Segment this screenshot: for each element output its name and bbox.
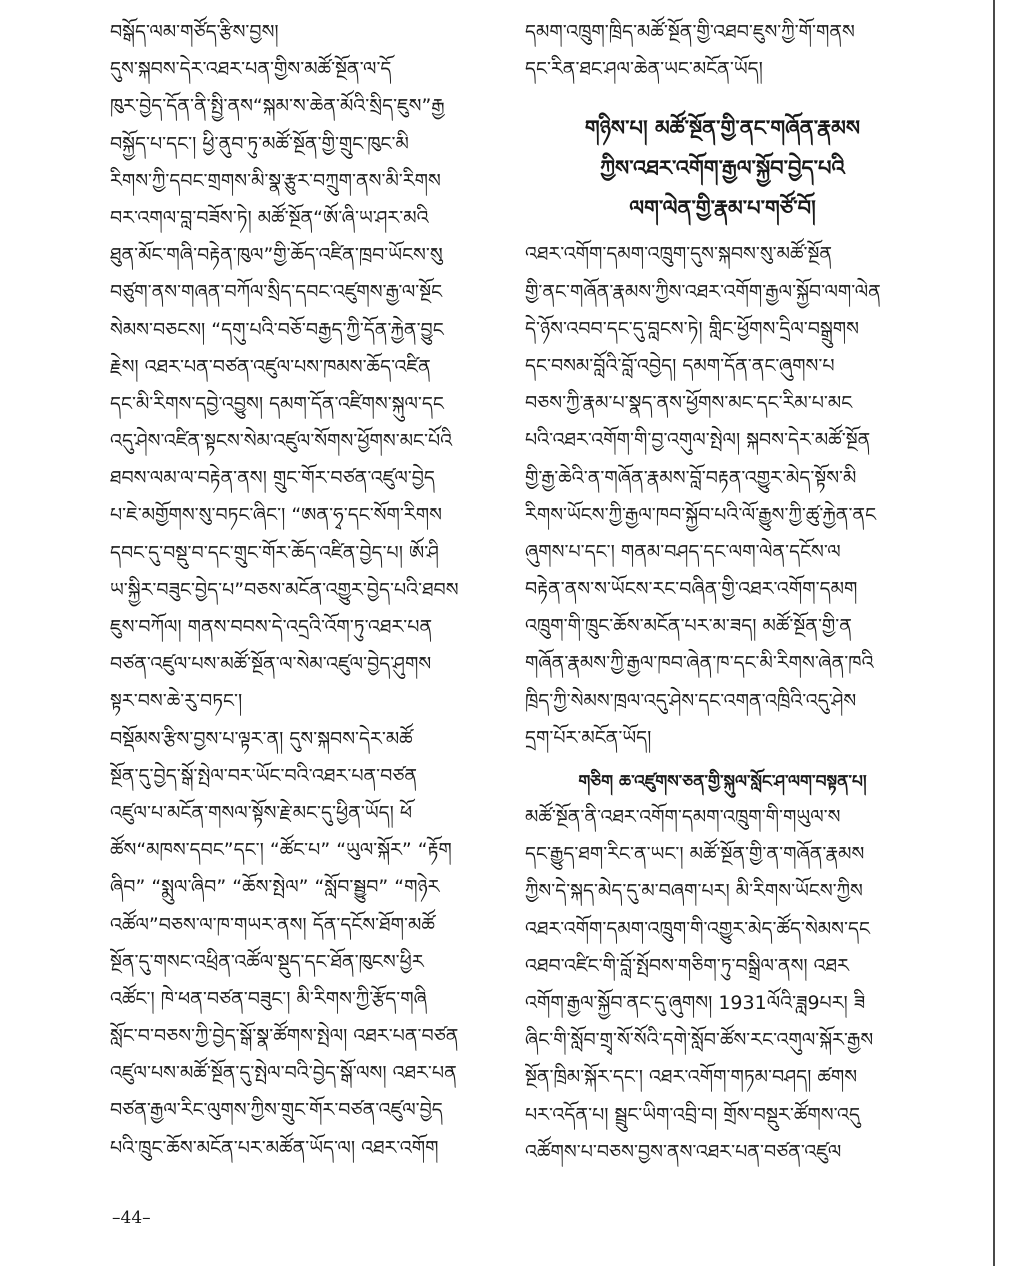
text-line: དབང་དུ་བསྡུ་བ་དང་གྲུང་གོར་ཆོད་འཛིན་བྱེད་པ། ཨོ་ཤི: [110, 541, 439, 564]
text-line: འཚོགས་པ་བཅས་བྱས་ནས་འཐར་པན་བཙན་འཛུལ: [525, 1140, 842, 1163]
text-line: དམག་འཁྲུག་ཁྲིད་མཚོ་སྔོན་གྱི་འཐབ་ཇུས་ཀྱི་གོ་གནས: [525, 21, 855, 43]
text-line: ཞིབ” “སྨུལ་ཞིབ” “ཆོས་སྤེལ” “སློབ་སྦྱུབ” “གཉེར: [110, 876, 440, 899]
right-column: [525, 14, 920, 1171]
heading-line: གཉིས་པ། མཚོ་སྔོན་གྱི་ནང་གཞོན་རྣམས: [584, 116, 861, 141]
text-line: ཞིང་གི་སློབ་གྲྭ་སོ་སོའི་དགེ་སློབ་ཚོས་རང་འགུལ་སྐོར་རྒྱས: [525, 1029, 874, 1052]
text-line: འཛུལ་པས་མཚོ་སྔོན་དུ་སྤེལ་བའི་བྱེད་སྒོ་ལས། འཐར་པན: [110, 1062, 457, 1085]
right-intro-text: [525, 14, 920, 88]
text-line: ཚོས“མཁས་དབང”དང་། “ཚོང་པ” “ཡུལ་སྐོར” “རྟོག: [110, 839, 452, 862]
text-line: བརྟེན་ནས་ས་ཡོངས་རང་བཞིན་གྱི་འཐར་འགོག་དམག: [525, 578, 858, 601]
text-line: བསྒོད་ལམ་གཙོད་རྩིས་བྱས།: [110, 21, 279, 43]
page-number: –44–: [112, 1208, 151, 1228]
text-line: དང་བསམ་བློའི་བློ་འབྱེད། དམག་དོན་ནང་ཞུགས་པ: [525, 354, 835, 377]
text-line: རྗེས། འཐར་པན་བཙན་འཛུལ་པས་ཁམས་ཆོད་འཛིན: [110, 355, 431, 378]
heading-line: ཀྱིས་འཐར་འགོག་རྒྱལ་སྐྱོབ་བྱེད་པའི: [600, 156, 845, 181]
text-line: དང་མི་རིགས་དབྱེ་འབྱུས། དམག་དོན་འཛིགས་སྐུལ་དང: [110, 392, 444, 415]
right-sub-body-text: [525, 799, 920, 1171]
right-body-text: [525, 236, 920, 757]
text-line: འཐབ་འཛིང་གི་བློ་སྤོབས་གཅིག་ཏུ་བསྒྲིལ་ནས། འཐར: [525, 954, 849, 977]
text-line: ཞུགས་པ་དང་། གནམ་བཤད་དང་ལག་ལེན་དངོས་ལ: [525, 540, 841, 563]
page-right-border: [993, 0, 995, 1266]
text-line: རིགས་ཀྱི་དབང་གྲགས་མི་སྣ་རྩུར་བཀྲུག་ནས་མི་རིགས: [110, 169, 441, 192]
text-line: འཛུལ་པ་མངོན་གསལ་སྟོས་རྗེ་མང་དུ་ཕྱིན་ཡོད། ཕོ: [110, 801, 413, 824]
text-line: བསྐྱོད་པ་དང་། ཕྱི་ནུབ་ཏུ་མཚོ་སྔོན་གྱི་གྲུང་ཁུང་མི: [110, 132, 409, 155]
text-line: བསྡོམས་རྩིས་བྱས་པ་ལྟར་ན། དུས་སྐབས་དེར་མཚོ: [110, 727, 413, 750]
text-line: ཐབས་ལམ་ལ་བརྟེན་ནས། གྲུང་གོར་བཙན་འཛུལ་བྱེད: [110, 467, 435, 490]
text-line: འཐར་འགོག་དམག་འཁྲུག་དུས་སྐབས་སུ་མཚོ་སྔོན: [525, 243, 833, 266]
text-line: འཐར་འགོག་དམག་འཁྲུག་གི་འགྱུར་མེད་ཚོད་སེམས་དང: [525, 917, 870, 940]
text-line: སློང་བ་བཅས་ཀྱི་བྱེད་སྒོ་སྣ་ཚོགས་སྤེལ། འཐར་པན་བཙན: [110, 1025, 459, 1048]
text-line: དྲག་པོར་མངོན་ཡོད།: [525, 726, 652, 749]
text-line: པར་འདོན་པ། སྦྲུང་ཡིག་འབྲི་བ། གྲོས་བསྡུར་ཚོགས་འདུ: [525, 1103, 861, 1126]
text-line: དང་རྒྱུད་ཐག་རིང་ན་ཡང་། མཚོ་སྔོན་གྱི་ན་གཞོན་རྣམས: [525, 843, 865, 866]
text-line: འཁྲུག་གི་ཁྲུང་ཆོས་མངོན་པར་མ་ཟད། མཚོ་སྔོན་གྱི་ན: [525, 615, 852, 638]
text-line: བར་འགལ་བླ་བཟོས་ཏེ། མཚོ་སྔོན“ཨོ་ཞི་ཡ་ཤར་མའི: [110, 206, 429, 229]
text-line: ཁུར་བྱེད་དོན་ནི་སྤྱི་ནས“སྐམ་ས་ཆེན་མོའི་སྲིད་ཇུས”རྒྱ: [110, 95, 445, 118]
text-line: ཀྱིས་དེ་སྐད་མེད་དུ་མ་བཞག་པར། མི་རིགས་ཡོངས་ཀྱིས: [525, 880, 863, 903]
text-line: བཙུག་ནས་གཞན་བཀོལ་སྲིད་དབང་འཛུགས་རྒྱ་ལ་སྔོང: [110, 281, 443, 304]
text-line: པའི་ཁྲུང་ཆོས་མངོན་པར་མཚོན་ཡོད་ལ། འཐར་འགོག: [110, 1136, 439, 1159]
text-line: ཐུན་མོང་གཞི་བརྟེན་ཁུལ”གྱི་ཆོད་འཛིན་ཁྲབ་ཡོངས་སུ: [110, 244, 443, 267]
text-line: བཙན་རྒྱལ་རིང་ལུགས་ཀྱིས་གྲུང་གོར་བཙན་འཛུལ་བྱེད: [110, 1099, 443, 1122]
text-line: པའི་འཐར་འགོག་གི་བྱ་འགུལ་སྤེལ། སྐབས་དེར་མཚོ་སྔོན: [525, 429, 871, 452]
heading-line: ལག་ལེན་གྱི་རྣམ་པ་གཙོ་བོ།: [629, 196, 816, 221]
left-column: [110, 14, 502, 1167]
section-heading: [525, 108, 920, 228]
text-line: མཚོ་སྔོན་ནི་འཐར་འགོག་དམག་འཁྲུག་གི་གཡུལ་ས: [525, 806, 841, 828]
text-line: བཙན་འཛུལ་པས་མཚོ་སྔོན་ལ་སེམ་འཛུལ་བྱེད་ཤུགས: [110, 653, 432, 676]
text-line: འཚོང་། ཁེ་ཕན་བཙན་བཟུང་། མི་རིགས་ཀྱི་རྩོད་གཞི: [110, 987, 427, 1010]
text-line: པ་ཇེ་མགྱོགས་སུ་བཏང་ཞིང་། “ཨན་ཧྭ་དང་སོག་རིགས: [110, 504, 442, 527]
subsection-heading: གཅིག ཆ་འཛུགས་ཅན་གྱི་སྐུལ་སློང་ཤ་ལག་བསྟན་པ།: [578, 772, 867, 792]
text-line: སེམས་བཅངས། “དགུ་པའི་བཅོ་བརྒྱད་ཀྱི་དོན་རྐྱེན་བྱུང: [110, 318, 444, 341]
text-line: གྱི་ནང་གཞོན་རྣམས་ཀྱིས་འཐར་འགོག་རྒྱལ་སྐྱོབ་ལག་ལེན: [525, 280, 881, 303]
text-line: དེ་ཉོས་འབབ་དང་དུ་བླངས་ཏེ། གླིང་ཕྱོགས་དྲིལ་བསྒྲུགས: [525, 317, 859, 340]
text-line: ཇུས་བཀོལ། གནས་བབས་དེ་འདྲའི་འོག་ཏུ་འཐར་པན: [110, 616, 433, 638]
text-line: རིགས་ཡོངས་ཀྱི་རྒྱལ་ཁབ་སྐྱོབ་པའི་ལོ་རྒྱུས་ཀྱི་ཚུ་རྐྱེན་ནང: [525, 503, 877, 526]
text-line: སྔོན་དུ་གསང་འཕྲིན་འཚོལ་སྡུད་དང་ཐོན་ཁུངས་ཕྱིར: [110, 950, 424, 973]
text-line: གྱི་རྒྱ་ཆེའི་ན་གཞོན་རྣམས་བློ་བརྟན་འགྱུར་མེད་སྟོས་མི: [525, 466, 857, 489]
text-line: སྔོན་ཁྲིམ་སྐོར་དང་། འཐར་འགོག་གཏམ་བཤད། ཚགས: [525, 1066, 858, 1089]
text-line: ཁྲིད་ཀྱི་སེམས་ཁྲལ་འདུ་ཤེས་དང་འགན་འཁྲིའི་འདུ་ཤེས: [525, 689, 857, 712]
text-line: དང་རིན་ཐང་ཤལ་ཆེན་ཡང་མངོན་ཡོད།: [525, 58, 763, 81]
text-line: འཚོལ”བཅས་ལ་ཁ་གཡར་ནས། དོན་དངོས་ཐོག་མཚོ: [110, 913, 435, 936]
text-line: གཞོན་རྣམས་ཀྱི་རྒྱལ་ཁབ་ཞེན་ཁ་དང་མི་རིགས་ཞེན་ཁའི: [525, 652, 874, 675]
left-column-text: [110, 14, 502, 1167]
text-line: ཡ་སྐྱིར་བཟུང་བྱེད་པ”བཅས་མངོན་འགྱུར་བྱེད་པའི་ཐབས: [110, 578, 459, 601]
text-line: འགོག་རྒྱལ་སྐྱོབ་ནང་དུ་ཞུགས། 1931ལོའི་ཟླ9པར། ཟི: [525, 991, 866, 1014]
text-line: བཅས་ཀྱི་རྣམ་པ་སྣད་ནས་ཕྱོགས་མང་དང་རིམ་པ་མང: [525, 392, 853, 415]
text-line: འདུ་ཤེས་འཛིན་སྟངས་སེམ་འཛུལ་སོགས་ཕྱོགས་མང་པོའི: [110, 430, 453, 453]
text-line: སྔོན་དུ་བྱེད་སྒོ་སྤེལ་བར་ཡོང་བའི་འཐར་པན་བཙན: [110, 764, 418, 787]
text-line: སྟར་བས་ཆེ་རུ་བཏང་།: [110, 690, 243, 713]
text-line: དུས་སྐབས་དེར་འཐར་པན་གྱིས་མཚོ་སྔོན་ལ་དོ: [110, 58, 392, 81]
